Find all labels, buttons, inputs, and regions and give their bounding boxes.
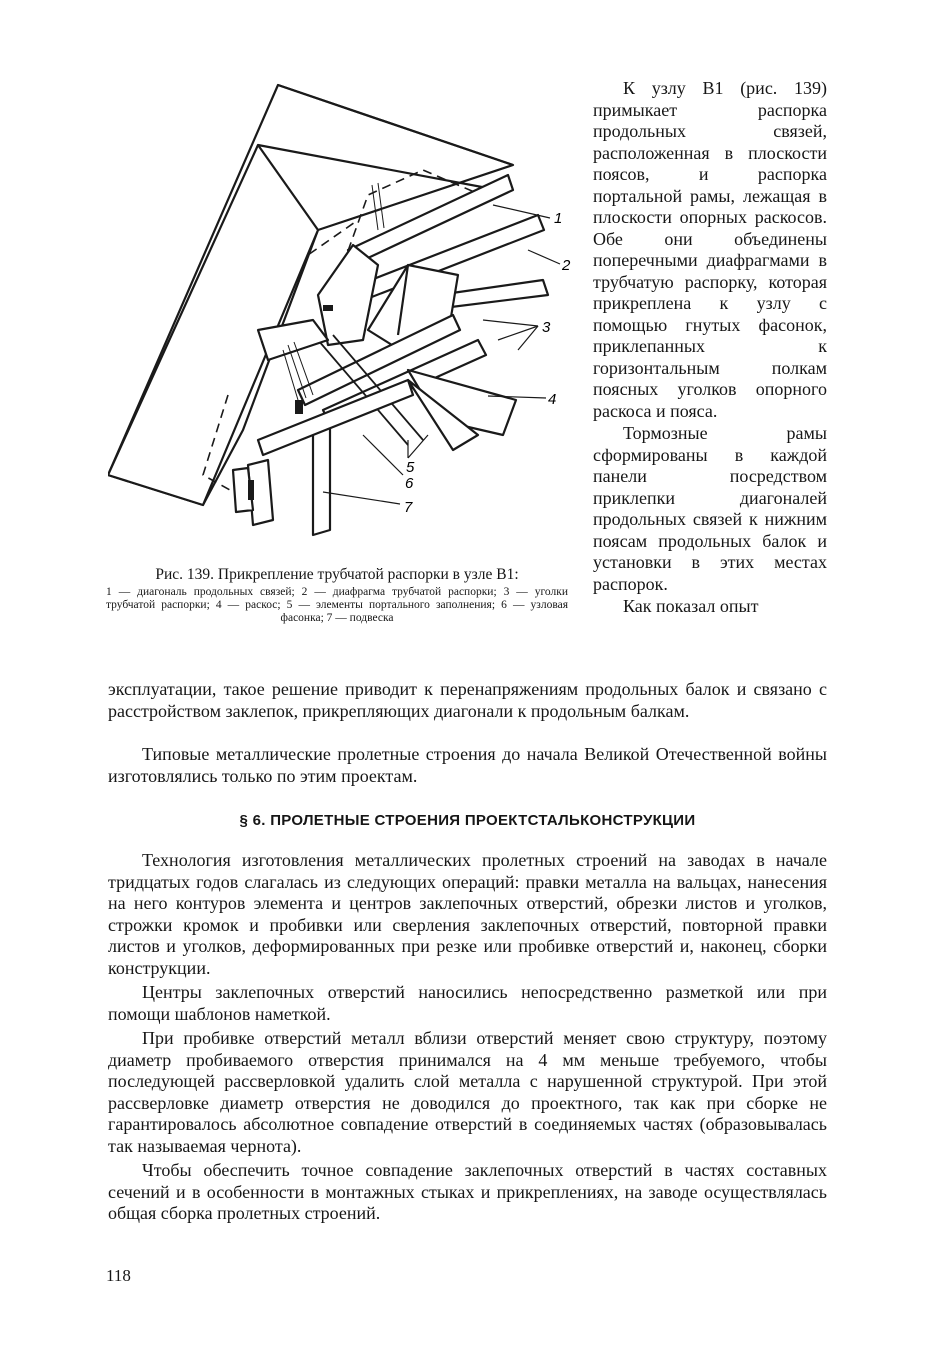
paragraph: К узлу B1 (рис. 139) примыкает распорка продольных связей, расположенная в плоскости поясов, и распорка портальной рамы, лежащая в плоскости опорных раскосов. Обе они объединены поперечными диафрагмами в трубчатую распорку, которая прикреплена к узлу с помощью гнутых фасонок, приклепанных к горизонтальным полкам поясных уголков опорного раскоса и пояса. bbox=[593, 78, 827, 421]
continuation-text bbox=[108, 679, 827, 722]
paragraph: Как показал опыт bbox=[623, 596, 759, 616]
figure-139 bbox=[108, 80, 586, 570]
truss-node-drawing bbox=[108, 80, 586, 540]
paragraph: Центры заклепочных отверстий наносились непосредственно разметкой или при помощи шаблонов наметкой. bbox=[108, 982, 827, 1024]
label-5: 5 bbox=[406, 459, 415, 476]
caption-legend: 1 — диагональ продольных связей; 2 — диафрагма трубчатой распорки; 3 — уголки трубчатой распорки; 4 — раскос; 5 — элементы портального заполнения; 6 — узловая фасонка; 7 — подвеска bbox=[106, 586, 568, 624]
paragraph: Типовые металлические пролетные строения до начала Великой Отечественной войны изготовлялись только по этим проектам. bbox=[108, 744, 827, 786]
label-1: 1 bbox=[554, 210, 563, 227]
label-4: 4 bbox=[548, 391, 557, 408]
figure-caption bbox=[106, 565, 568, 625]
caption-title: Рис. 139. Прикрепление трубчатой распорки в узле B1: bbox=[155, 566, 519, 583]
page-number: 118 bbox=[106, 1266, 131, 1285]
section-heading: § 6. ПРОЛЕТНЫЕ СТРОЕНИЯ ПРОЕКТСТАЛЬКОНСТРУКЦИИ bbox=[239, 812, 696, 829]
right-column-text bbox=[593, 78, 827, 618]
section-body bbox=[108, 850, 827, 1225]
body-text bbox=[108, 744, 827, 787]
paragraph: Технология изготовления металлических пролетных строений на заводах в начале тридцатых годов слагалась из следующих операций: правки металла на вальцах, нанесения на него контуров элемента и центров заклепочных отверстий, обрезки листов и уголков, строжки кромок и пробивки или сверления заклепочных отверстий, повторной правки листов и уголков, деформированных при резке или пробивке отверстий и, наконец, сборки конструкции. bbox=[108, 850, 827, 978]
label-7: 7 bbox=[404, 499, 413, 516]
label-6: 6 bbox=[405, 475, 414, 492]
label-3: 3 bbox=[542, 319, 551, 336]
paragraph: Чтобы обеспечить точное совпадение заклепочных отверстий в частях составных сечений и в особенности в монтажных стыках и прикреплениях, на заводе осуществлялась общая сборка пролетных строений. bbox=[108, 1160, 827, 1223]
paragraph: Тормозные рамы сформированы в каждой панели посредством приклепки диагоналей продольных связей к нижним поясам продольных балок и установки в этих местах распорок. bbox=[593, 423, 827, 594]
paragraph: эксплуатации, такое решение приводит к перенапряжениям продольных балок и связано с расстройством заклепок, прикрепляющих диагонали к продольным балкам. bbox=[108, 679, 827, 721]
paragraph: При пробивке отверстий металл вблизи отверстий меняет свою структуру, поэтому диаметр пробиваемого отверстия принимался на 4 мм меньше требуемого, чтобы последующей рассверловкой удалить слой металла с нарушенной структурой. При этой рассверловке диаметр отверстия не доводился до проектного, так как при сборке не гарантировалось абсолютное совпадение отверстий в соединяемых частях (образовывалась так называемая чернота). bbox=[108, 1028, 827, 1156]
label-2: 2 bbox=[562, 257, 571, 274]
